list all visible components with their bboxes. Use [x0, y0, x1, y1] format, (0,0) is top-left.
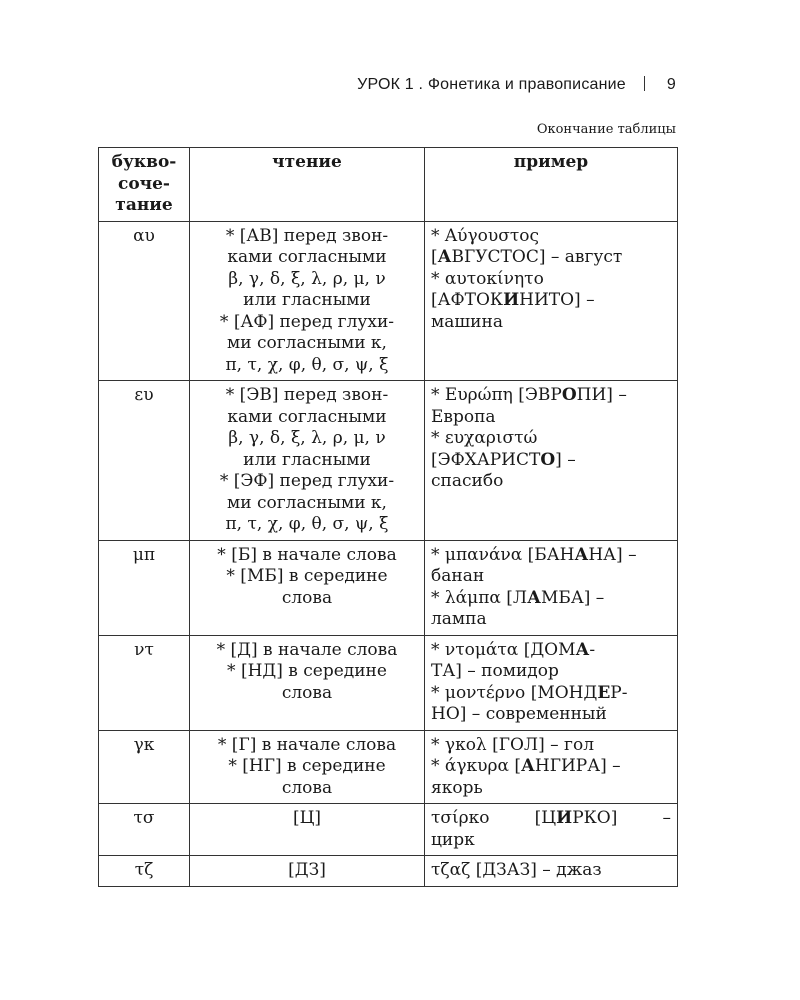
cell-reading [190, 635, 425, 730]
example-line [431, 778, 671, 800]
stressed-letter: А [437, 247, 452, 267]
cell-reading [190, 221, 425, 381]
reading-line: ками согласными [227, 406, 387, 427]
example-line [431, 545, 671, 567]
cell-combination: ευ [99, 381, 190, 541]
example-line [431, 407, 671, 429]
stressed-letter: А [527, 587, 541, 608]
example-text: якорь [431, 777, 483, 798]
table-row [99, 221, 678, 381]
cell-combination: τζ [99, 856, 190, 887]
example-text: цирк [431, 829, 475, 850]
cell-reading [190, 856, 425, 887]
example-text: ] – [555, 449, 576, 470]
table-row [99, 381, 678, 541]
header-line: чтение [272, 152, 342, 172]
example-text: лампа [431, 609, 487, 629]
reading-line: * [НГ] в середине [228, 756, 386, 776]
cell-reading [190, 804, 425, 856]
stressed-letter: А [575, 639, 590, 660]
cell-example [425, 856, 678, 887]
cell-example [425, 730, 678, 804]
example-text: τσίρκο [Ц [431, 808, 557, 828]
example-line [431, 290, 671, 312]
example-line [431, 683, 671, 705]
example-text: НА] – [588, 544, 637, 565]
table-row [99, 856, 678, 887]
cell-example [425, 540, 678, 635]
reading-line: * [Д] в начале слова [216, 639, 398, 660]
example-text: РКО] – [572, 808, 671, 828]
header-line: пример [513, 152, 589, 172]
cell-reading [190, 730, 425, 804]
running-head [100, 76, 676, 94]
reading-line: * [АВ] перед звон- [225, 225, 389, 246]
reading-line: * [АФ] перед глухи- [219, 311, 395, 332]
running-head-title: УРОК 1 . Фонетика и правописание [357, 76, 626, 93]
header-cell-combination [99, 148, 190, 222]
stressed-letter: О [540, 449, 556, 470]
cell-example [425, 221, 678, 381]
table-row [99, 635, 678, 730]
reading-line: слова [281, 682, 333, 703]
reading-line: ми согласными κ, [227, 333, 387, 353]
reading-line: [ДЗ] [288, 860, 326, 880]
reading-line: π, τ, χ, φ, θ, σ, ψ, ξ [225, 354, 389, 375]
cell-example [425, 635, 678, 730]
cell-reading [190, 540, 425, 635]
example-text: ВГУСТОС] – август [451, 247, 623, 267]
example-text: * Ευρώπη [ЭВР [431, 385, 562, 405]
example-text: машина [431, 311, 503, 332]
header-line: соче- [117, 173, 170, 194]
separator-bar [644, 76, 645, 91]
cell-example [425, 804, 678, 856]
table-row [99, 804, 678, 856]
stressed-letter: И [556, 808, 573, 828]
example-line [431, 385, 671, 407]
example-line [431, 640, 671, 662]
example-text: НИТО] – [519, 290, 595, 310]
example-line [431, 428, 671, 450]
reading-line: или гласными [243, 449, 371, 470]
example-line [431, 735, 671, 757]
stressed-letter: И [503, 290, 520, 310]
example-text: [АФТОК [431, 290, 504, 310]
example-line [431, 588, 671, 610]
cell-combination: αυ [99, 221, 190, 381]
example-line [431, 661, 671, 683]
example-line [431, 247, 671, 269]
example-line [431, 609, 671, 631]
example-text: * λάμπα [Л [431, 587, 528, 608]
example-text: НО] – современный [431, 704, 607, 724]
example-text: банан [431, 566, 485, 586]
example-text: * άγκυρα [ [431, 756, 522, 776]
example-line [431, 566, 671, 588]
stressed-letter: А [521, 756, 535, 776]
example-line [431, 808, 671, 830]
reading-line: π, τ, χ, φ, θ, σ, ψ, ξ [225, 514, 389, 534]
reading-line: * [НД] в середине [227, 661, 387, 681]
example-text: НГИРА] – [534, 756, 621, 776]
reading-line: * [МБ] в середине [226, 566, 388, 586]
cell-example [425, 381, 678, 541]
reading-line: слова [281, 777, 333, 798]
header-cell-example [425, 148, 678, 222]
example-line [431, 450, 671, 472]
example-text: ПИ] – [576, 385, 627, 405]
example-line [431, 830, 671, 852]
example-text: [ [431, 247, 438, 267]
header-line: тание [115, 195, 173, 215]
reading-line: β, γ, δ, ξ, λ, ρ, μ, ν [228, 268, 386, 289]
cell-combination: ντ [99, 635, 190, 730]
example-text: * ντομάτα [ДОМ [431, 639, 576, 660]
example-text: ТА] – помидор [431, 661, 559, 681]
reading-line: * [Б] в начале слова [217, 544, 397, 565]
page-number: 9 [666, 76, 676, 93]
example-text: * μοντέρνο [МОНД [431, 682, 598, 703]
reading-line: β, γ, δ, ξ, λ, ρ, μ, ν [228, 428, 386, 448]
stressed-letter: А [574, 544, 589, 565]
reading-line: или гласными [243, 290, 371, 310]
digraph-table [98, 147, 678, 887]
example-line [431, 471, 671, 493]
example-text: * Αύγουστος [431, 225, 540, 246]
table-header-row [99, 148, 678, 222]
example-line [431, 269, 671, 291]
reading-line: [Ц] [292, 808, 322, 828]
example-line [431, 860, 671, 882]
header-line: букво- [111, 152, 177, 172]
example-text: Р- [610, 682, 628, 703]
cell-reading [190, 381, 425, 541]
reading-line: ми согласными κ, [227, 492, 387, 513]
cell-combination: γκ [99, 730, 190, 804]
example-text: τζαζ [ДЗАЗ] – джаз [431, 860, 602, 880]
reading-line: * [Г] в начале слова [217, 734, 397, 755]
example-text: спасибо [431, 471, 504, 491]
reading-line: ками согласными [227, 247, 387, 267]
header-cell-reading [190, 148, 425, 222]
example-text: * αυτοκίνητο [431, 268, 544, 289]
example-text: * ευχαριστώ [431, 428, 538, 448]
example-line [431, 756, 671, 778]
example-text: Европа [431, 406, 496, 427]
example-text: * γκολ [ГОЛ] – гол [431, 734, 594, 755]
example-text: * μπανάνα [БАН [431, 544, 575, 565]
cell-combination: τσ [99, 804, 190, 856]
example-text: МБА] – [540, 587, 605, 608]
example-line [431, 226, 671, 248]
reading-line: * [ЭВ] перед звон- [225, 385, 389, 405]
example-text: [ЭФХАРИСТ [431, 449, 541, 470]
stressed-letter: Е [597, 682, 611, 703]
reading-line: слова [281, 587, 333, 608]
reading-line: * [ЭФ] перед глухи- [219, 471, 395, 491]
example-line [431, 312, 671, 334]
table-body [99, 221, 678, 886]
table-caption: Окончание таблицы [536, 122, 676, 137]
example-line [431, 704, 671, 726]
table-row [99, 540, 678, 635]
cell-combination: μπ [99, 540, 190, 635]
example-text: - [589, 639, 596, 660]
stressed-letter: О [561, 385, 577, 405]
table-row [99, 730, 678, 804]
